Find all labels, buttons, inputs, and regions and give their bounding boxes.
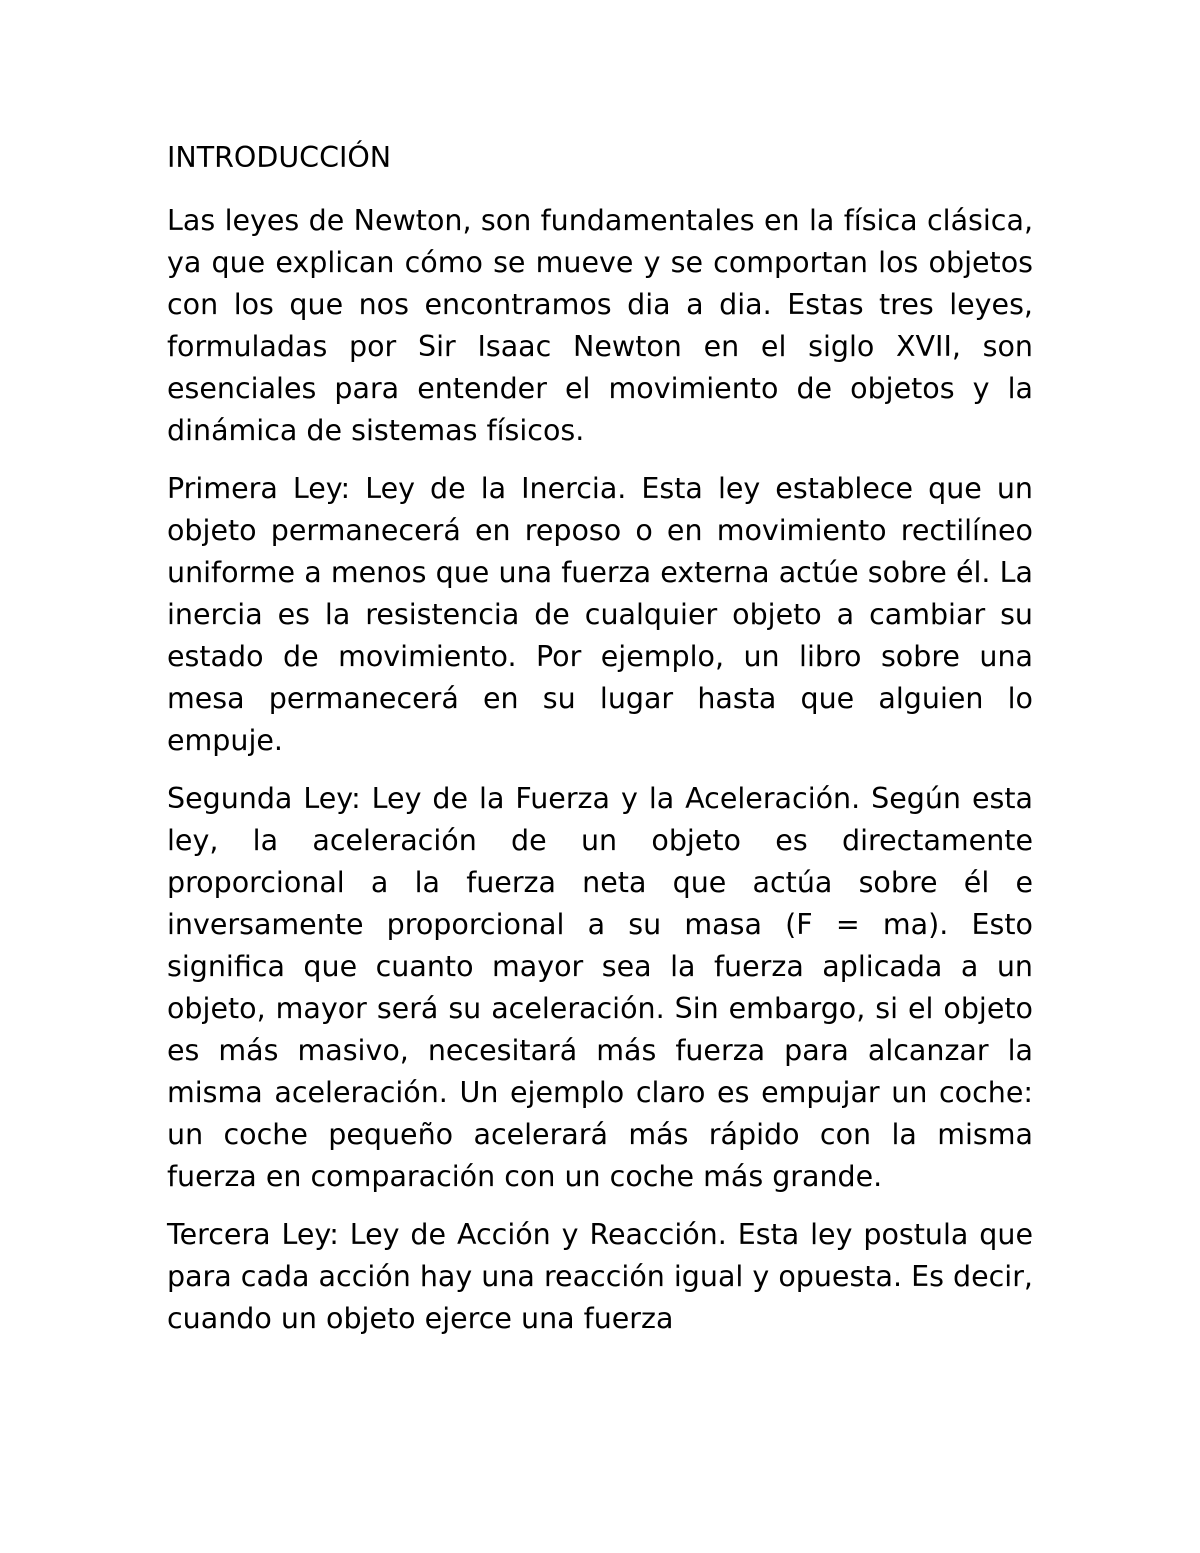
paragraph-first-law: Primera Ley: Ley de la Inercia. Esta ley establece que un objeto permanecerá en reposo o en movimiento rectilíneo uniforme a menos que una fuerza externa actúe sobre él. La inercia es la resistencia de cualquier objeto a cambiar su estado de movimiento. Por ejemplo, un libro sobre una mesa permanecerá en su lugar hasta que alguien lo empuje. bbox=[167, 472, 1033, 757]
paragraph-second-law: Segunda Ley: Ley de la Fuerza y la Aceleración. Según esta ley, la aceleración de un objeto es directamente proporcional a la fuerza neta que actúa sobre él e inversamente proporcional a su masa (F = ma). Esto significa que cuanto mayor sea la fuerza aplicada a un objeto, mayor será su aceleración. Sin embargo, si el objeto es más masivo, necesitará más fuerza para alcanzar la misma aceleración. Un ejemplo claro es empujar un coche: un coche pequeño acelerará más rápido con la misma fuerza en comparación con un coche más grande. bbox=[167, 782, 1033, 1193]
paragraph-introduction: Las leyes de Newton, son fundamentales en la física clásica, ya que explican cómo se mueve y se comportan los objetos con los que nos encontramos dia a dia. Estas tres leyes, formuladas por Sir Isaac Newton en el siglo XVII, son esenciales para entender el movimiento de objetos y la dinámica de sistemas físicos. bbox=[167, 204, 1033, 447]
document-heading: INTRODUCCIÓN bbox=[167, 141, 392, 174]
document-body bbox=[167, 132, 1033, 1356]
paragraph-third-law: Tercera Ley: Ley de Acción y Reacción. Esta ley postula que para cada acción hay una reacción igual y opuesta. Es decir, cuando un objeto ejerce una fuerza bbox=[167, 1218, 1033, 1335]
